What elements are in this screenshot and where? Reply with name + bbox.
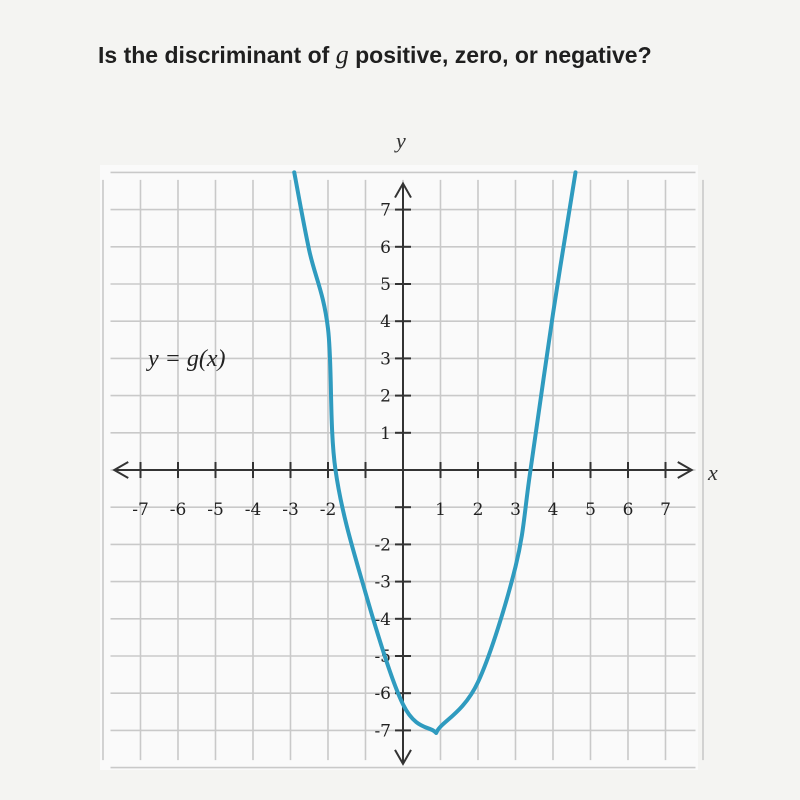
y-tick-label: -6	[374, 684, 391, 705]
x-tick-label: -2	[319, 500, 337, 520]
x-tick-label: -7	[132, 500, 149, 520]
x-tick-label: -3	[282, 500, 299, 520]
question-prefix: Is the discriminant of	[98, 42, 336, 68]
question-variable: g	[335, 40, 349, 69]
y-tick-label: 6	[380, 237, 391, 258]
y-axis-label: y	[396, 128, 406, 153]
x-tick-label: 5	[585, 500, 596, 520]
y-tick-label: -7	[374, 721, 391, 742]
y-tick-label: 1	[380, 423, 391, 444]
x-tick-label: -6	[169, 500, 187, 520]
x-tick-label: 3	[510, 500, 521, 520]
x-tick-label: 4	[547, 500, 559, 520]
x-tick-label: 6	[622, 500, 634, 520]
y-tick-label: -3	[374, 572, 391, 593]
plot-background	[100, 165, 698, 770]
y-tick-label: 7	[380, 200, 391, 221]
y-tick-label: 4	[380, 312, 391, 333]
x-tick-label: -4	[244, 500, 262, 520]
x-tick-label: 1	[435, 500, 446, 520]
y-tick-label: 3	[380, 349, 391, 370]
x-axis-label: x	[708, 460, 718, 485]
x-tick-label: -5	[207, 500, 224, 520]
question-suffix: positive, zero, or negative?	[348, 42, 652, 68]
function-label: y = g(x)	[148, 346, 226, 372]
y-tick-label: 2	[380, 386, 391, 407]
x-tick-label: 2	[472, 500, 484, 520]
y-tick-label: -5	[374, 647, 391, 667]
y-tick-label: -2	[374, 535, 391, 556]
y-tick-label: 5	[380, 275, 391, 295]
y-tick-label: -4	[374, 609, 391, 630]
x-tick-label: 7	[660, 500, 671, 520]
